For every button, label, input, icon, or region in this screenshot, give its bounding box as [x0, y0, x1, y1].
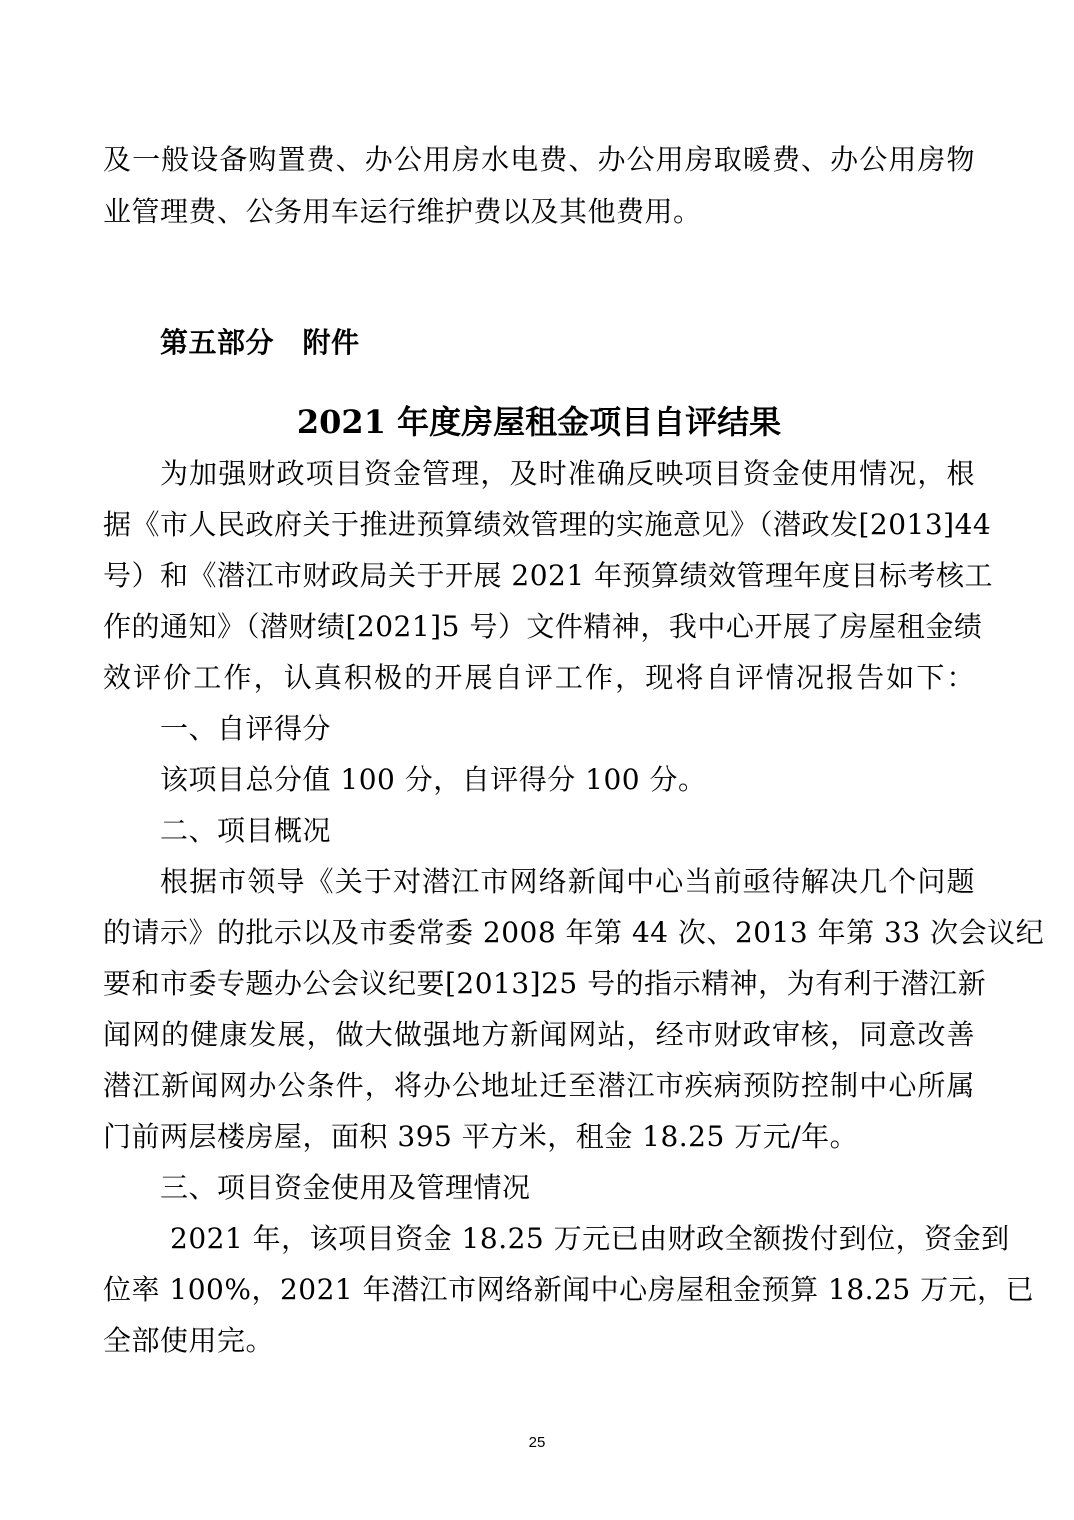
page-number: 25 — [528, 1434, 546, 1451]
part3-line-3: 全部使用完。 — [103, 1324, 275, 1357]
part2-line-1: 根据市领导《关于对潜江市网络新闻中心当前亟待解决几个问题 — [160, 865, 975, 898]
document-title: 2021 年度房屋租金项目自评结果 — [296, 403, 782, 441]
part2-line-2: 的请示》的批示以及市委常委 2008 年第 44 次、2013 年第 33 次会议纪 — [103, 916, 1045, 949]
preface-line-2: 据《市人民政府关于推进预算绩效管理的实施意见》（潜政发[2013]44 — [103, 508, 992, 541]
part2-heading: 二、项目概况 — [160, 814, 332, 847]
preface-line-5: 效评价工作，认真积极的开展自评工作，现将自评情况报告如下： — [103, 661, 975, 694]
part1-text: 该项目总分值 100 分，自评得分 100 分。 — [160, 763, 707, 796]
part1-heading: 一、自评得分 — [160, 712, 332, 745]
section-heading: 第五部分 附件 — [160, 326, 360, 359]
part2-line-6: 门前两层楼房屋，面积 395 平方米，租金 18.25 万元/年。 — [103, 1120, 859, 1153]
intro-line-2: 业管理费、公务用车运行维护费以及其他费用。 — [103, 195, 702, 228]
part2-line-3: 要和市委专题办公会议纪要[2013]25 号的指示精神，为有利于潜江新 — [103, 967, 987, 1000]
preface-line-1: 为加强财政项目资金管理，及时准确反映项目资金使用情况，根 — [160, 457, 975, 490]
part3-line-2: 位率 100%，2021 年潜江市网络新闻中心房屋租金预算 18.25 万元，已 — [103, 1273, 1035, 1306]
preface-line-4: 作的通知》（潜财绩[2021]5 号）文件精神，我中心开展了房屋租金绩 — [103, 610, 983, 643]
part3-heading: 三、项目资金使用及管理情况 — [160, 1171, 531, 1204]
part2-line-4: 闻网的健康发展，做大做强地方新闻网站，经市财政审核，同意改善 — [103, 1018, 975, 1051]
part3-line-1: 2021 年，该项目资金 18.25 万元已由财政全额拨付到位，资金到 — [170, 1222, 1010, 1255]
part2-line-5: 潜江新闻网办公条件，将办公地址迁至潜江市疾病预防控制中心所属 — [103, 1069, 975, 1102]
intro-line-1: 及一般设备购置费、办公用房水电费、办公用房取暖费、办公用房物 — [103, 143, 975, 176]
preface-line-3: 号）和《潜江市财政局关于开展 2021 年预算绩效管理年度目标考核工 — [103, 559, 994, 592]
